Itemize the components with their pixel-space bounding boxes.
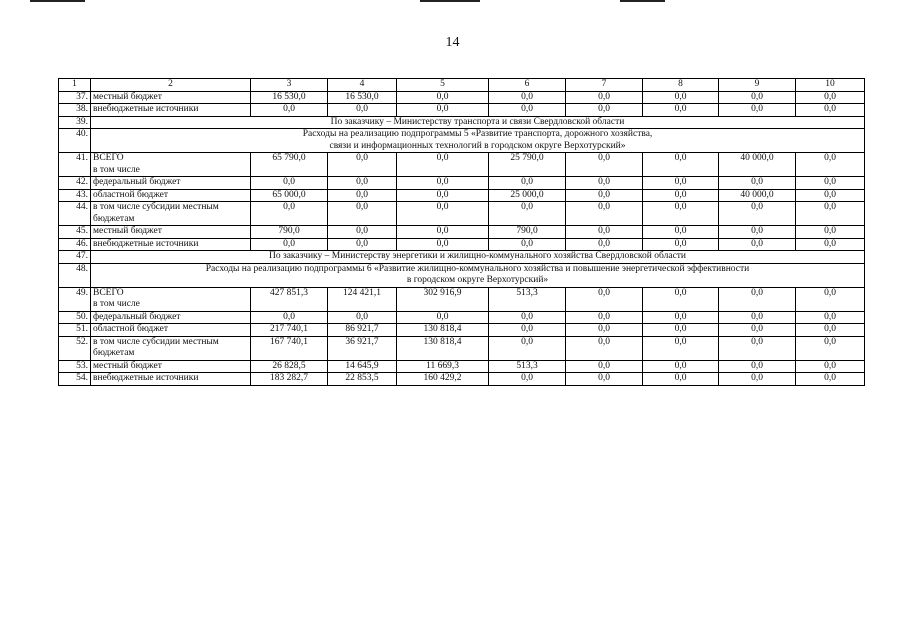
value-cell: 0,0 [796, 311, 865, 324]
value-cell: 0,0 [566, 104, 643, 117]
value-cell: 0,0 [643, 189, 719, 202]
value-cell: 0,0 [796, 202, 865, 226]
value-cell: 0,0 [719, 104, 796, 117]
value-cell: 25 790,0 [489, 153, 566, 177]
top-rule-right [620, 0, 665, 2]
value-cell: 0,0 [489, 202, 566, 226]
value-cell: 0,0 [566, 336, 643, 360]
value-cell: 0,0 [719, 311, 796, 324]
value-cell: 0,0 [566, 311, 643, 324]
table-row [59, 153, 865, 177]
table-row [59, 263, 865, 287]
value-cell: 0,0 [566, 189, 643, 202]
value-cell: 130 818,4 [397, 324, 489, 337]
value-cell: 40 000,0 [719, 189, 796, 202]
value-cell: 0,0 [796, 287, 865, 311]
value-cell: 0,0 [719, 226, 796, 239]
value-cell: 0,0 [566, 177, 643, 190]
value-cell: 0,0 [397, 177, 489, 190]
row-number: 43. [59, 189, 91, 202]
value-cell: 0,0 [643, 336, 719, 360]
value-cell: 40 000,0 [719, 153, 796, 177]
value-cell: 0,0 [796, 189, 865, 202]
column-number-header: 10 [796, 79, 865, 92]
value-cell: 0,0 [643, 238, 719, 251]
table-row [59, 251, 865, 264]
value-cell: 0,0 [796, 91, 865, 104]
row-label: ВСЕГО в том числе [91, 287, 251, 311]
column-number-header: 1 [59, 79, 91, 92]
table-row [59, 360, 865, 373]
section-heading: Расходы на реализацию подпрограммы 6 «Развитие жилищно-коммунального хозяйства и повышение энергетической эффективности в городском округе Верхотурский» [91, 263, 865, 287]
row-label: областной бюджет [91, 324, 251, 337]
value-cell: 0,0 [643, 226, 719, 239]
value-cell: 183 282,7 [251, 373, 328, 386]
section-heading: По заказчику – Министерству энергетики и жилищно-коммунального хозяйства Свердловской области [91, 251, 865, 264]
value-cell: 130 818,4 [397, 336, 489, 360]
value-cell: 0,0 [397, 311, 489, 324]
value-cell: 302 916,9 [397, 287, 489, 311]
top-rule-middle [420, 0, 480, 2]
value-cell: 26 828,5 [251, 360, 328, 373]
value-cell: 0,0 [251, 238, 328, 251]
value-cell: 0,0 [719, 202, 796, 226]
value-cell: 790,0 [251, 226, 328, 239]
row-number: 47. [59, 251, 91, 264]
row-label: областной бюджет [91, 189, 251, 202]
value-cell: 0,0 [489, 336, 566, 360]
table-row [59, 311, 865, 324]
table-row [59, 324, 865, 337]
row-number: 46. [59, 238, 91, 251]
table-row [59, 226, 865, 239]
value-cell: 0,0 [397, 189, 489, 202]
column-number-header: 3 [251, 79, 328, 92]
row-number: 54. [59, 373, 91, 386]
value-cell: 0,0 [328, 238, 397, 251]
value-cell: 0,0 [719, 177, 796, 190]
value-cell: 0,0 [251, 202, 328, 226]
value-cell: 790,0 [489, 226, 566, 239]
value-cell: 0,0 [643, 91, 719, 104]
table-row [59, 129, 865, 153]
row-label: федеральный бюджет [91, 177, 251, 190]
value-cell: 0,0 [489, 104, 566, 117]
table-row [59, 373, 865, 386]
value-cell: 0,0 [796, 153, 865, 177]
value-cell: 0,0 [489, 373, 566, 386]
value-cell: 0,0 [719, 324, 796, 337]
row-number: 42. [59, 177, 91, 190]
table-row [59, 189, 865, 202]
section-heading: По заказчику – Министерству транспорта и связи Свердловской области [91, 116, 865, 129]
value-cell: 11 669,3 [397, 360, 489, 373]
value-cell: 22 853,5 [328, 373, 397, 386]
column-number-header: 9 [719, 79, 796, 92]
value-cell: 0,0 [796, 324, 865, 337]
row-number: 53. [59, 360, 91, 373]
table-body [59, 79, 865, 386]
row-number: 37. [59, 91, 91, 104]
table-row [59, 116, 865, 129]
value-cell: 217 740,1 [251, 324, 328, 337]
value-cell: 0,0 [251, 311, 328, 324]
budget-table [58, 78, 865, 386]
value-cell: 0,0 [796, 360, 865, 373]
value-cell: 0,0 [397, 104, 489, 117]
top-rule-left [30, 0, 85, 2]
row-number: 52. [59, 336, 91, 360]
column-number-header: 5 [397, 79, 489, 92]
value-cell: 0,0 [643, 360, 719, 373]
row-label: местный бюджет [91, 360, 251, 373]
row-number: 44. [59, 202, 91, 226]
row-number: 45. [59, 226, 91, 239]
value-cell: 36 921,7 [328, 336, 397, 360]
value-cell: 0,0 [566, 202, 643, 226]
value-cell: 0,0 [489, 91, 566, 104]
value-cell: 0,0 [719, 238, 796, 251]
value-cell: 0,0 [566, 324, 643, 337]
value-cell: 0,0 [643, 311, 719, 324]
value-cell: 65 790,0 [251, 153, 328, 177]
row-label: в том числе субсидии местным бюджетам [91, 336, 251, 360]
value-cell: 513,3 [489, 360, 566, 373]
value-cell: 0,0 [328, 226, 397, 239]
value-cell: 0,0 [796, 177, 865, 190]
value-cell: 14 645,9 [328, 360, 397, 373]
table-header-row [59, 79, 865, 92]
value-cell: 0,0 [566, 360, 643, 373]
table-row [59, 287, 865, 311]
value-cell: 0,0 [796, 238, 865, 251]
row-label: внебюджетные источники [91, 373, 251, 386]
value-cell: 160 429,2 [397, 373, 489, 386]
value-cell: 513,3 [489, 287, 566, 311]
row-label: местный бюджет [91, 226, 251, 239]
value-cell: 0,0 [328, 104, 397, 117]
value-cell: 0,0 [397, 202, 489, 226]
value-cell: 0,0 [643, 202, 719, 226]
table-row [59, 336, 865, 360]
column-number-header: 6 [489, 79, 566, 92]
value-cell: 0,0 [796, 336, 865, 360]
value-cell: 0,0 [643, 287, 719, 311]
value-cell: 0,0 [566, 226, 643, 239]
value-cell: 0,0 [328, 189, 397, 202]
value-cell: 0,0 [489, 238, 566, 251]
value-cell: 0,0 [397, 153, 489, 177]
column-number-header: 4 [328, 79, 397, 92]
page-number: 14 [445, 35, 460, 50]
value-cell: 0,0 [719, 91, 796, 104]
value-cell: 0,0 [643, 324, 719, 337]
value-cell: 16 530,0 [251, 91, 328, 104]
row-number: 38. [59, 104, 91, 117]
value-cell: 0,0 [328, 153, 397, 177]
value-cell: 0,0 [566, 153, 643, 177]
row-number: 49. [59, 287, 91, 311]
row-label: внебюджетные источники [91, 238, 251, 251]
value-cell: 0,0 [328, 177, 397, 190]
value-cell: 65 000,0 [251, 189, 328, 202]
table-row [59, 238, 865, 251]
value-cell: 0,0 [719, 360, 796, 373]
row-label: внебюджетные источники [91, 104, 251, 117]
value-cell: 0,0 [566, 287, 643, 311]
value-cell: 0,0 [796, 373, 865, 386]
table-row [59, 104, 865, 117]
row-label: федеральный бюджет [91, 311, 251, 324]
column-number-header: 2 [91, 79, 251, 92]
value-cell: 0,0 [719, 287, 796, 311]
value-cell: 0,0 [566, 373, 643, 386]
column-number-header: 8 [643, 79, 719, 92]
value-cell: 0,0 [643, 177, 719, 190]
row-label: в том числе субсидии местным бюджетам [91, 202, 251, 226]
table-row [59, 91, 865, 104]
value-cell: 25 000,0 [489, 189, 566, 202]
value-cell: 0,0 [328, 311, 397, 324]
value-cell: 86 921,7 [328, 324, 397, 337]
value-cell: 0,0 [328, 202, 397, 226]
row-number: 51. [59, 324, 91, 337]
value-cell: 0,0 [397, 238, 489, 251]
value-cell: 0,0 [397, 91, 489, 104]
value-cell: 0,0 [566, 238, 643, 251]
value-cell: 0,0 [566, 91, 643, 104]
value-cell: 0,0 [251, 177, 328, 190]
value-cell: 0,0 [719, 373, 796, 386]
value-cell: 0,0 [489, 324, 566, 337]
row-number: 41. [59, 153, 91, 177]
value-cell: 0,0 [489, 311, 566, 324]
value-cell: 0,0 [397, 226, 489, 239]
row-number: 48. [59, 263, 91, 287]
table-row [59, 202, 865, 226]
section-heading: Расходы на реализацию подпрограммы 5 «Развитие транспорта, дорожного хозяйства, связи и информационных технологий в городском округе Верхотурский» [91, 129, 865, 153]
row-number: 39. [59, 116, 91, 129]
row-number: 40. [59, 129, 91, 153]
value-cell: 0,0 [643, 373, 719, 386]
value-cell: 427 851,3 [251, 287, 328, 311]
value-cell: 0,0 [643, 153, 719, 177]
value-cell: 0,0 [796, 226, 865, 239]
value-cell: 167 740,1 [251, 336, 328, 360]
row-label: ВСЕГО в том числе [91, 153, 251, 177]
value-cell: 0,0 [796, 104, 865, 117]
value-cell: 0,0 [489, 177, 566, 190]
value-cell: 16 530,0 [328, 91, 397, 104]
value-cell: 0,0 [643, 104, 719, 117]
table-row [59, 177, 865, 190]
value-cell: 124 421,1 [328, 287, 397, 311]
value-cell: 0,0 [251, 104, 328, 117]
row-label: местный бюджет [91, 91, 251, 104]
row-number: 50. [59, 311, 91, 324]
column-number-header: 7 [566, 79, 643, 92]
value-cell: 0,0 [719, 336, 796, 360]
